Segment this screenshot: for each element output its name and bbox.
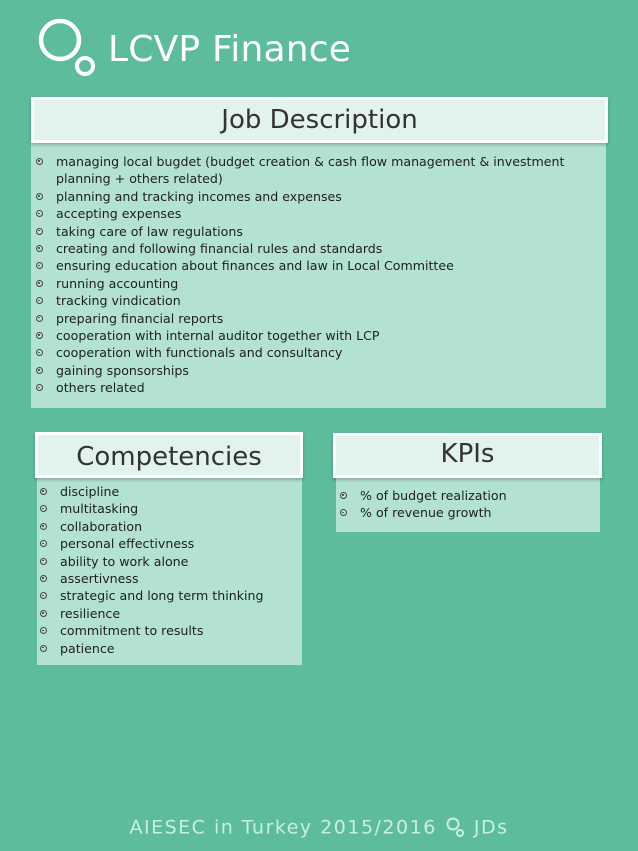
bullet-icon xyxy=(40,523,47,530)
bullet-icon xyxy=(40,558,47,565)
list-item-text: ability to work alone xyxy=(60,553,189,569)
bullet-icon xyxy=(40,592,47,599)
job-description-header xyxy=(31,97,608,143)
competencies-header xyxy=(35,432,303,478)
list-item xyxy=(33,223,599,240)
bullet-icon xyxy=(40,540,47,547)
bullet-icon xyxy=(36,193,43,200)
list-item xyxy=(33,327,599,344)
list-item xyxy=(337,504,597,521)
list-item xyxy=(33,257,599,274)
job-description-list xyxy=(33,153,599,397)
list-item-text: cooperation with functionals and consultancy xyxy=(56,345,343,361)
list-item xyxy=(37,553,299,570)
list-item-text: personal effectivness xyxy=(60,536,195,552)
bullet-icon xyxy=(36,367,43,374)
list-item-text: patience xyxy=(60,640,115,656)
list-item xyxy=(37,535,299,552)
bullet-icon xyxy=(36,228,43,235)
list-item-text: others related xyxy=(56,380,145,396)
list-item xyxy=(33,240,599,257)
list-item-text: taking care of law regulations xyxy=(56,223,243,239)
list-item xyxy=(33,292,599,309)
aiesec-logo-icon xyxy=(36,16,96,78)
page-title: LCVP Finance xyxy=(108,29,352,70)
bullet-icon xyxy=(36,332,43,339)
bullet-icon xyxy=(36,262,43,269)
bullet-icon xyxy=(36,158,43,165)
bullet-icon xyxy=(36,280,43,287)
list-item xyxy=(33,205,599,222)
footer-suffix: JDs xyxy=(473,816,509,839)
list-item-text: commitment to results xyxy=(60,623,204,639)
bullet-icon xyxy=(40,575,47,582)
list-item-text: assertivness xyxy=(60,571,139,587)
list-item xyxy=(33,379,599,396)
list-item-text: strategic and long term thinking xyxy=(60,588,264,604)
list-item xyxy=(37,622,299,639)
list-item-text: collaboration xyxy=(60,518,143,534)
competencies-list xyxy=(37,483,299,657)
list-item xyxy=(337,487,597,504)
list-item-text: managing local bugdet (budget creation & cash flow management & investment planning + others related) xyxy=(56,154,565,187)
kpis-header xyxy=(333,433,602,478)
list-item xyxy=(37,605,299,622)
list-item xyxy=(33,153,599,188)
list-item-text: % of budget realization xyxy=(360,488,507,503)
bullet-icon xyxy=(40,645,47,652)
job-description-title: Job Description xyxy=(221,105,418,135)
bullet-icon xyxy=(36,245,43,252)
bullet-icon xyxy=(40,505,47,512)
list-item xyxy=(37,570,299,587)
list-item-text: creating and following financial rules and standards xyxy=(56,241,383,257)
footer-text: AIESEC in Turkey 2015/2016 xyxy=(129,816,437,839)
list-item-text: ensuring education about finances and law in Local Committee xyxy=(56,258,454,274)
list-item xyxy=(33,275,599,292)
bullet-icon xyxy=(340,509,347,516)
list-item xyxy=(33,344,599,361)
bullet-icon xyxy=(40,488,47,495)
bullet-icon xyxy=(36,297,43,304)
list-item-text: resilience xyxy=(60,605,121,621)
kpis-title: KPIs xyxy=(440,439,495,469)
bullet-icon xyxy=(340,492,347,499)
kpis-list xyxy=(337,487,597,522)
list-item-text: cooperation with internal auditor together with LCP xyxy=(56,328,380,344)
list-item xyxy=(37,518,299,535)
list-item-text: discipline xyxy=(60,484,120,499)
bullet-icon xyxy=(40,627,47,634)
list-item-text: accepting expenses xyxy=(56,206,182,222)
list-item-text: preparing financial reports xyxy=(56,310,224,326)
list-item xyxy=(37,500,299,517)
list-item-text: planning and tracking incomes and expenses xyxy=(56,188,342,204)
bullet-icon xyxy=(36,384,43,391)
list-item-text: running accounting xyxy=(56,275,179,291)
list-item xyxy=(33,362,599,379)
list-item-text: tracking vindication xyxy=(56,293,181,309)
list-item xyxy=(33,310,599,327)
list-item-text: gaining sponsorships xyxy=(56,362,189,378)
list-item xyxy=(37,640,299,657)
list-item-text: multitasking xyxy=(60,501,139,517)
footer xyxy=(0,816,638,840)
list-item-text: % of revenue growth xyxy=(360,505,492,521)
bullet-icon xyxy=(36,210,43,217)
bullet-icon xyxy=(36,315,43,322)
bullet-icon xyxy=(36,349,43,356)
competencies-title: Competencies xyxy=(76,442,262,472)
aiesec-logo-icon xyxy=(444,816,466,840)
bullet-icon xyxy=(40,610,47,617)
list-item xyxy=(37,587,299,604)
list-item xyxy=(37,483,299,500)
list-item xyxy=(33,188,599,205)
